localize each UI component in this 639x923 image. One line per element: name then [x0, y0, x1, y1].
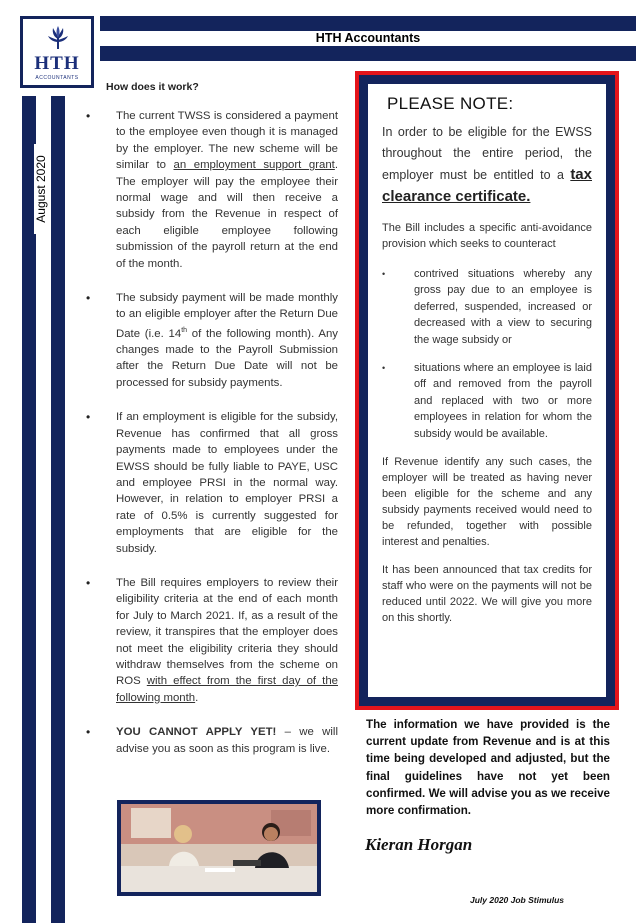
meeting-photo-image [121, 804, 317, 892]
note-list-item: • contrived situations whereby any gross pay due to an employee is deferred, suspended, increased or decreased with a view to securing the wage subsidy or [382, 268, 592, 346]
header-bar-bottom [100, 46, 636, 61]
tree-emblem-icon [45, 25, 71, 51]
list-item: • The subsidy payment will be made monthly to an eligible employer after the Return Due Date (i.e. 14th of the following month). Any changes made to the Payroll Submission after the Return Due Date will not be processed for subsidy payments. [86, 291, 338, 389]
note-paragraph: The Bill includes a specific anti-avoidance provision which seeks to counteract [382, 222, 592, 250]
list-item: • YOU CANNOT APPLY YET! – we will advise you as soon as this program is live. [86, 725, 338, 755]
bullet-icon: • [382, 269, 386, 279]
bullet-icon: • [86, 725, 91, 740]
logo-text: HTH [34, 53, 80, 74]
please-note-box [355, 71, 619, 710]
note-list-item: • situations where an employee is laid off and removed from the payroll and replaced with two or more employees in relation for whom the subsidy would be available. [382, 362, 592, 440]
list-item: • The Bill requires employers to review their eligibility criteria at the end of each month for July to March 2021. If, as a result of the review, it transpires that the employer does not meet the eligibility criteria they should withdraw themselves from the scheme on ROS with effect from the first day of the following month. [86, 575, 338, 704]
list-item: • If an employment is eligible for the subsidy, Revenue has confirmed that all gross payments made to employees under the EWSS should be fully liable to PAYE, USC and employee PRSI in the normal way. However, in relation to employer PRSI a rate of 0.5% is currently suggested for employments that are eligible for the subsidy. [86, 410, 338, 555]
header-title: HTH Accountants [315, 31, 421, 45]
tax-clearance-emphasis: tax clearance certificate. [382, 166, 592, 205]
meeting-photo [117, 800, 321, 896]
footer-label: July 2020 Job Stimulus [470, 895, 565, 905]
logo-subtext: ACCOUNTANTS [35, 75, 79, 81]
bullet-icon: • [86, 291, 91, 306]
section-heading: How does it work? [106, 81, 199, 93]
signature: Kieran Horgan [365, 835, 473, 854]
note-paragraph: If Revenue identify any such cases, the employer will be treated as having never been eligible for the scheme and any subsidy payments received would need to be refunded, together with possible interest and penalties. [382, 456, 592, 549]
vertical-date-label [18, 150, 68, 240]
closing-statement: The information we have provided is the current update from Revenue and is at this time being developed and adjusted, but the final guidelines have not yet been confirmed. We will advise you as we receive more confirmation. [366, 718, 610, 818]
header-bar-top [100, 16, 636, 31]
company-logo [20, 16, 94, 88]
date-text: August 2020 [34, 144, 48, 234]
list-item: • The current TWSS is considered a payment to the employee even though it is managed by the employer. The new scheme will be similar to an employment support grant. The employer will pay the employee their normal wage and will then receive a subsidy from the Revenue in respect of each eligible employee following submission of the payroll return at the end of the month. [86, 109, 339, 270]
note-title: PLEASE NOTE: [387, 94, 514, 113]
bullet-icon: • [86, 410, 91, 425]
bullet-icon: • [86, 575, 91, 590]
note-paragraph: It has been announced that tax credits for staff who were on the payments will not be reduced until 2022. We will give you more on this shortly. [382, 564, 592, 625]
bullet-list [86, 108, 338, 775]
note-intro: In order to be eligible for the EWSS throughout the entire period, the employer must be entitled to a tax clearance certificate. [382, 125, 592, 205]
bullet-icon: • [382, 363, 386, 374]
bullet-icon: • [86, 109, 91, 123]
